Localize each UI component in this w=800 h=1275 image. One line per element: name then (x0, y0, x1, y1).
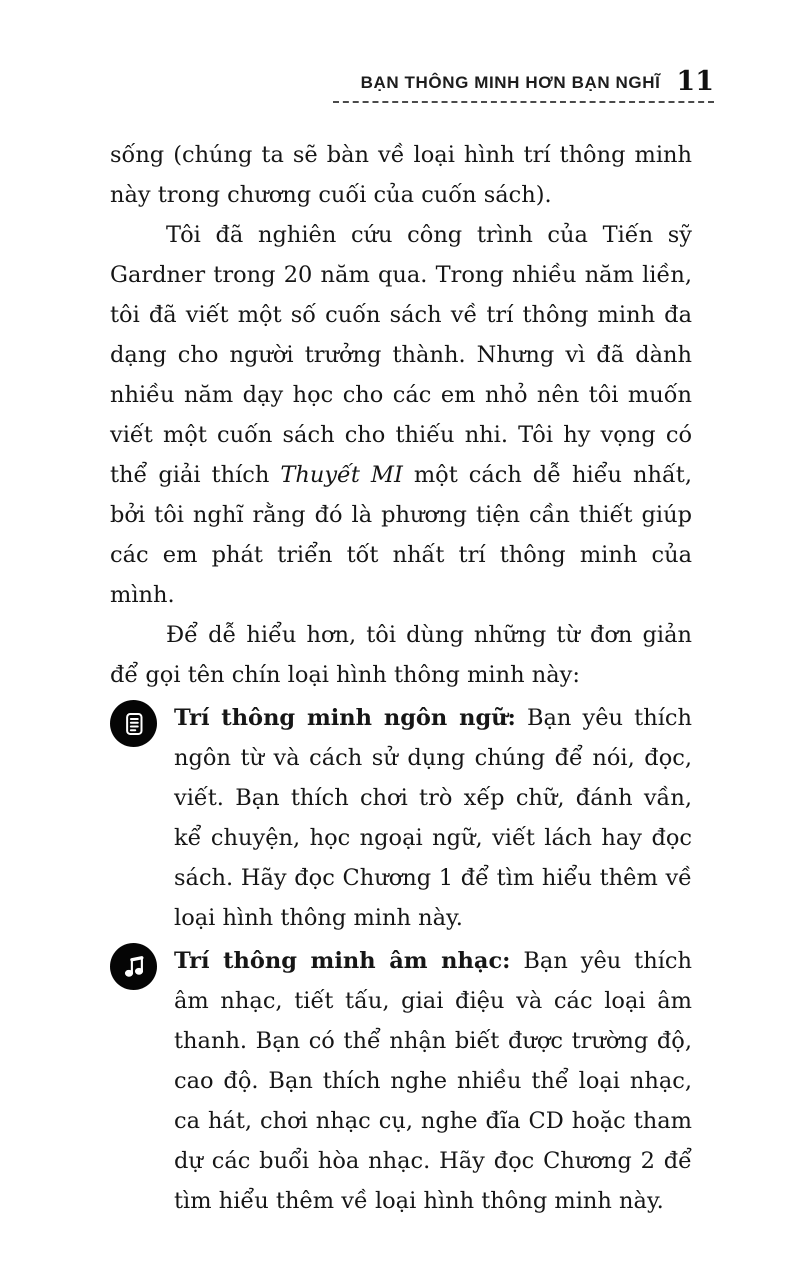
book-icon (110, 700, 157, 747)
intelligence-body-musical: Bạn yêu thích âm nhạc, tiết tấu, giai điệu và các loại âm thanh. Bạn có thể nhận biết được trường độ, cao độ. Bạn thích nghe nhiều thể loại nhạc, ca hát, chơi nhạc cụ, nghe đĩa CD hoặc tham dự các buổi hòa nhạc. Hãy đọc Chương 2 để tìm hiểu thêm về loại hình thông minh này. (174, 948, 692, 1214)
paragraph-2-text-before: Tôi đã nghiên cứu công trình của Tiến sỹ Gardner trong 20 năm qua. Trong nhiều năm liền, tôi đã viết một số cuốn sách về trí thông minh đa dạng cho người trưởng thành. Nhưng vì đã dành nhiều năm dạy học cho các em nhỏ nên tôi muốn viết một cuốn sách cho thiếu nhi. Tôi hy vọng có thể giải thích (110, 222, 692, 488)
page-header (110, 66, 714, 97)
intelligence-body-linguistic: Bạn yêu thích ngôn từ và cách sử dụng chúng để nói, đọc, viết. Bạn thích chơi trò xếp chữ, đánh vần, kể chuyện, học ngoại ngữ, viết lách hay đọc sách. Hãy đọc Chương 1 để tìm hiểu thêm về loại hình thông minh này. (174, 705, 692, 931)
page-body (110, 135, 692, 1221)
list-item-linguistic (110, 698, 692, 938)
paragraph-2-text-after: một cách dễ hiểu nhất, bởi tôi nghĩ rằng đó là phương tiện cần thiết giúp các em phát triển tốt nhất trí thông minh của mình. (110, 462, 692, 608)
intelligence-title-linguistic: Trí thông minh ngôn ngữ: (174, 705, 516, 731)
list-item-text (174, 941, 692, 1221)
paragraph-gardner (110, 215, 692, 615)
list-item-musical (110, 941, 692, 1221)
list-item-text (174, 698, 692, 938)
paragraph-1-text: sống (chúng ta sẽ bàn về loại hình trí thông minh này trong chương cuối của cuốn sách). (110, 142, 692, 208)
page-number: 11 (676, 66, 714, 97)
music-notes-icon (110, 943, 157, 990)
paragraph-3-text: Để dễ hiểu hơn, tôi dùng những từ đơn giản để gọi tên chín loại hình thông minh này: (110, 622, 692, 688)
intelligence-title-musical: Trí thông minh âm nhạc: (174, 948, 511, 974)
paragraph-continuation (110, 135, 692, 215)
book-title-thuyet-mi: Thuyết MI (280, 462, 403, 488)
header-dashed-rule (333, 101, 714, 103)
paragraph-intro-list (110, 615, 692, 695)
running-header-title: BẠN THÔNG MINH HƠN BẠN NGHĨ (360, 73, 661, 92)
